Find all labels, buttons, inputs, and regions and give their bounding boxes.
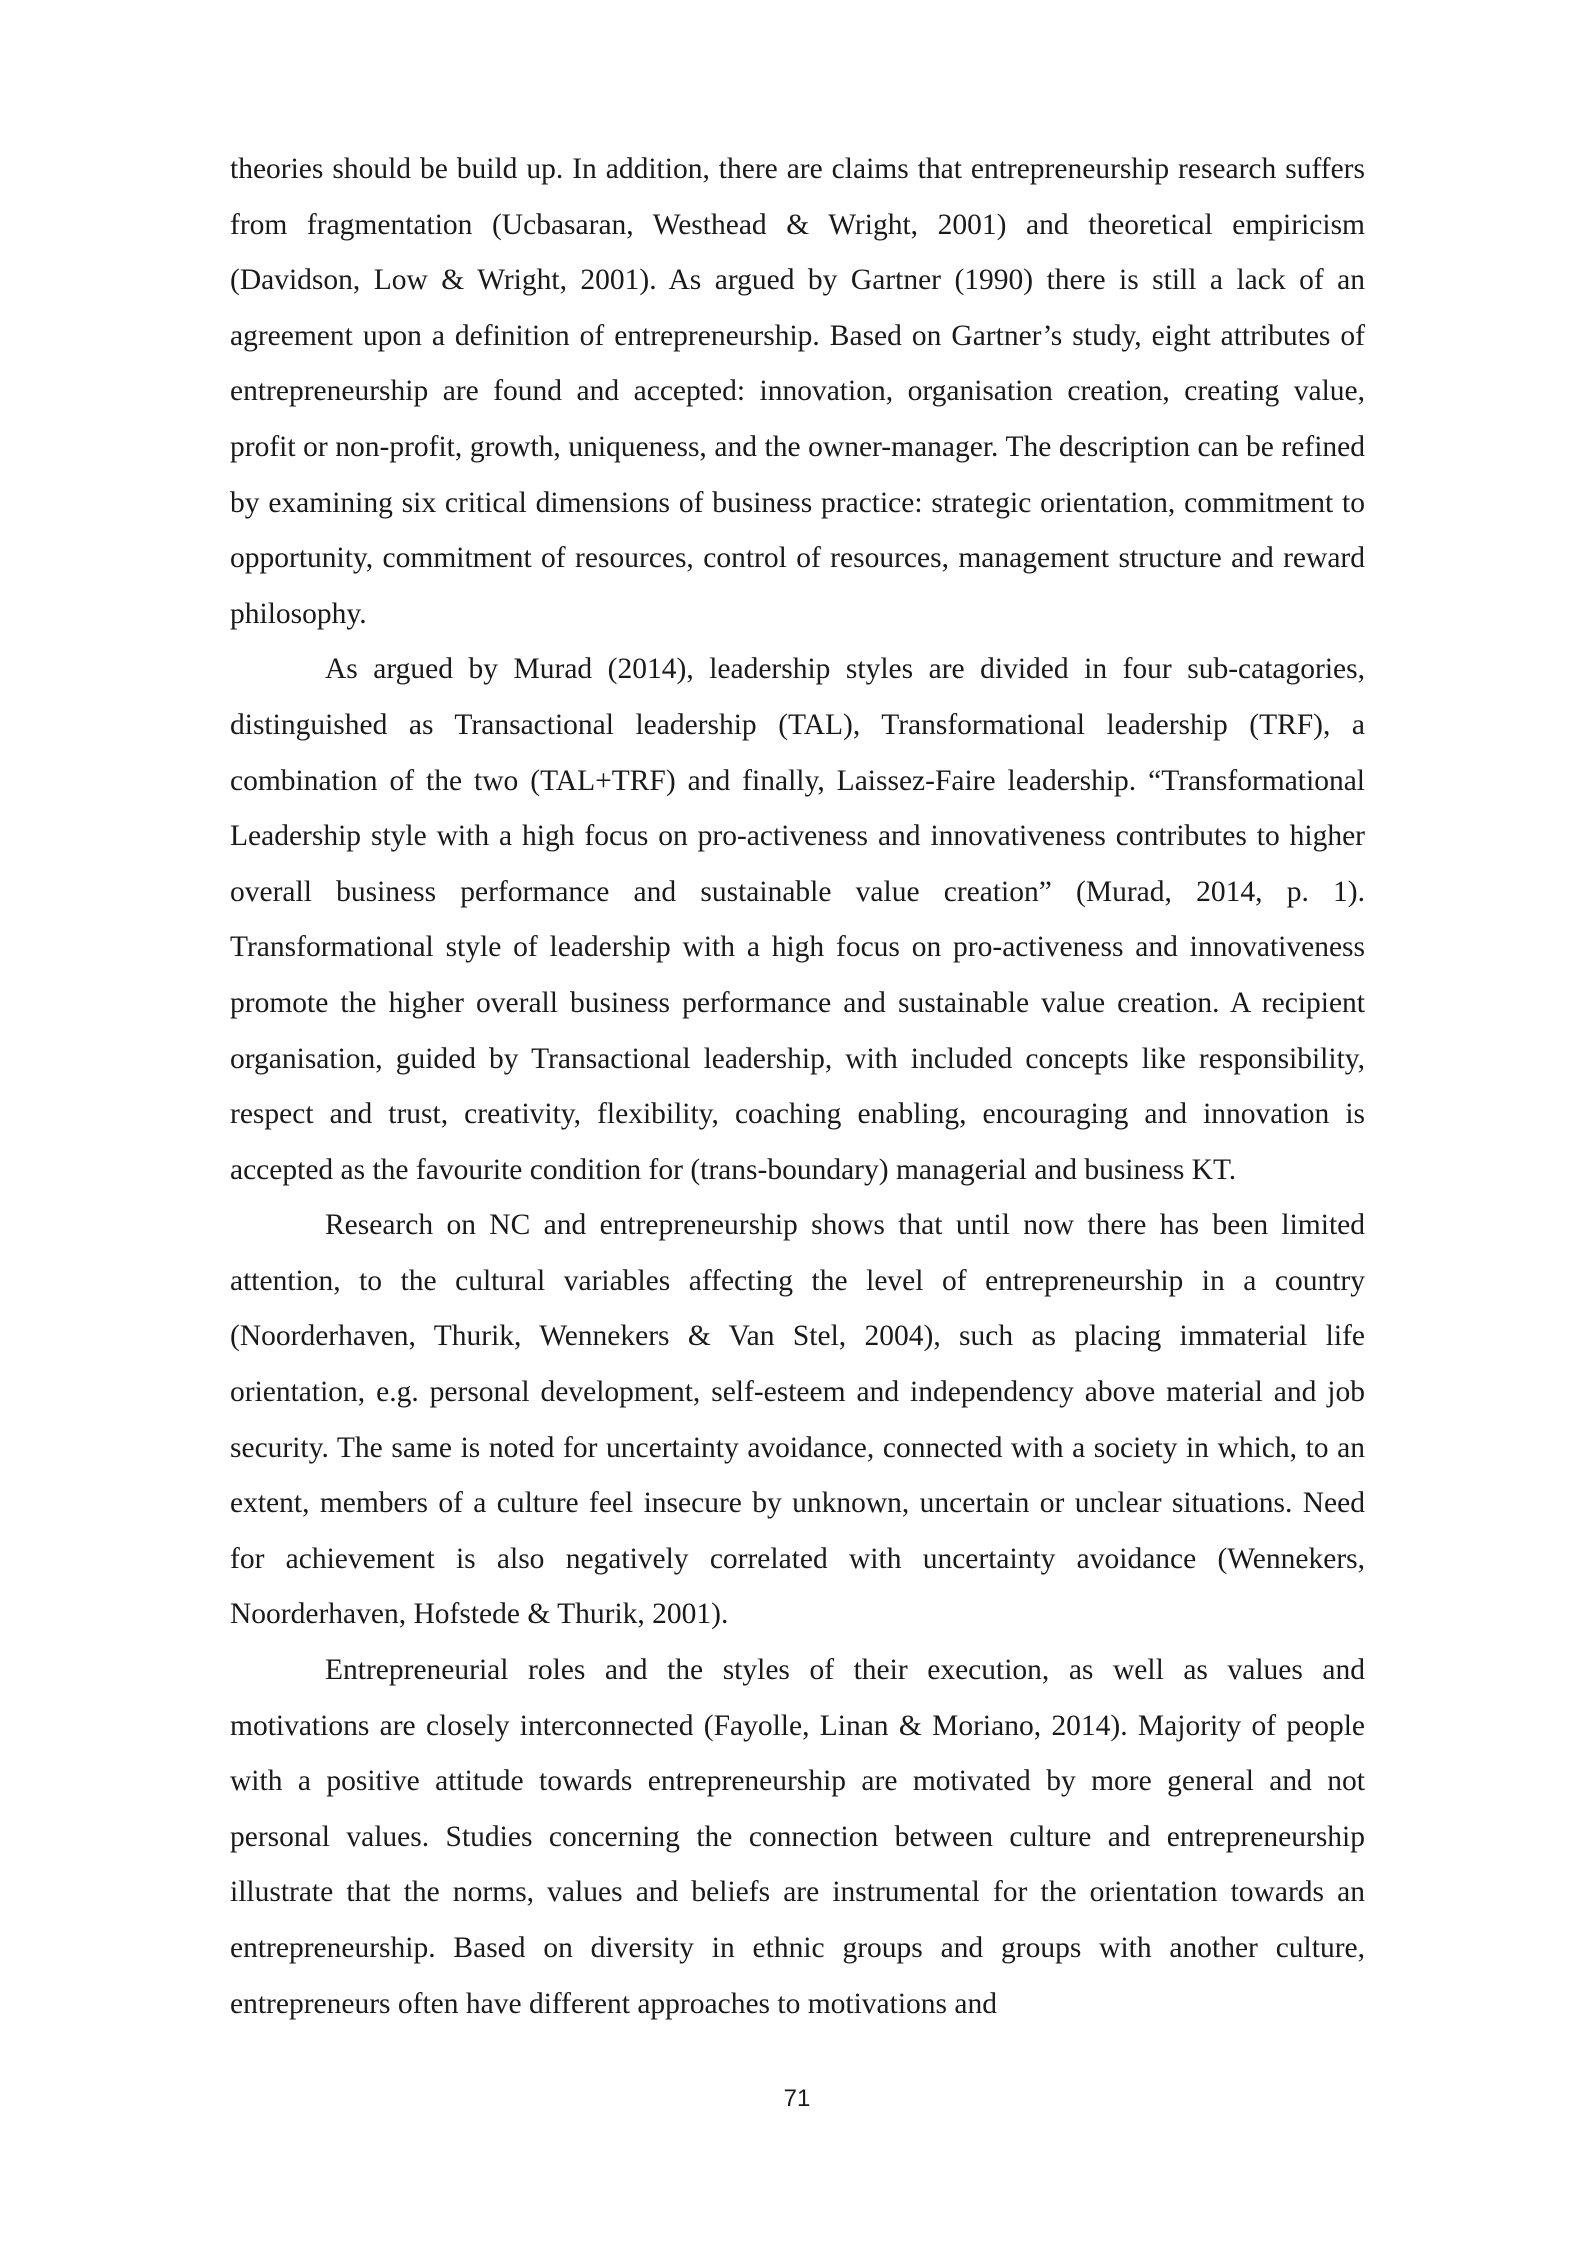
paragraph-national-culture: Research on NC and entrepreneurship shows that until now there has been limited attention, to the cultural variables affecting the level of entrepreneurship in a country (Noorderhaven, Thurik, Wennekers & Van Stel, 2004), such as placing immaterial life orientation, e.g. personal development, self-esteem and independency above material and job security. The same is noted for uncertainty avoidance, connected with a society in which, to an extent, members of a culture feel insecure by unknown, uncertain or unclear situations. Need for achievement is also negatively correlated with uncertainty avoidance (Wennekers, Noorderhaven, Hofstede & Thurik, 2001). <box>230 1209 1365 1631</box>
body-text <box>230 142 1365 2032</box>
paragraph-leadership-styles: As argued by Murad (2014), leadership styles are divided in four sub-catagories, distinguished as Transactional leadership (TAL), Transformational leadership (TRF), a combination of the two (TAL+TRF) and finally, Laissez-Faire leadership. “Transformational Leadership style with a high focus on pro-activeness and innovativeness contributes to higher overall business performance and sustainable value creation” (Murad, 2014, p. 1). Transformational style of leadership with a high focus on pro-activeness and innovativeness promote the higher overall business performance and sustainable value creation. A recipient organisation, guided by Transactional leadership, with included concepts like responsibility, respect and trust, creativity, flexibility, coaching enabling, encouraging and innovation is accepted as the favourite condition for (trans-boundary) managerial and business KT. <box>230 653 1365 1186</box>
paragraph-continuation: theories should be build up. In addition, there are claims that entrepreneurship research suffers from fragmentation (Ucbasaran, Westhead & Wright, 2001) and theoretical empiricism (Davidson, Low & Wright, 2001). As argued by Gartner (1990) there is still a lack of an agreement upon a definition of entrepreneurship. Based on Gartner’s study, eight attributes of entrepreneurship are found and accepted: innovation, organisation creation, creating value, profit or non-profit, growth, uniqueness, and the owner-manager. The description can be refined by examining six critical dimensions of business practice: strategic orientation, commitment to opportunity, commitment of resources, control of resources, management structure and reward philosophy. <box>230 153 1365 630</box>
paragraph-entrepreneurial-roles: Entrepreneurial roles and the styles of their execution, as well as values and motivations are closely interconnected (Fayolle, Linan & Moriano, 2014). Majority of people with a positive attitude towards entrepreneurship are motivated by more general and not personal values. Studies concerning the connection between culture and entrepreneurship illustrate that the norms, values and beliefs are instrumental for the orientation towards an entrepreneurship. Based on diversity in ethnic groups and groups with another culture, entrepreneurs often have different approaches to motivations and <box>230 1654 1365 2020</box>
page-number: 71 <box>783 2085 811 2112</box>
